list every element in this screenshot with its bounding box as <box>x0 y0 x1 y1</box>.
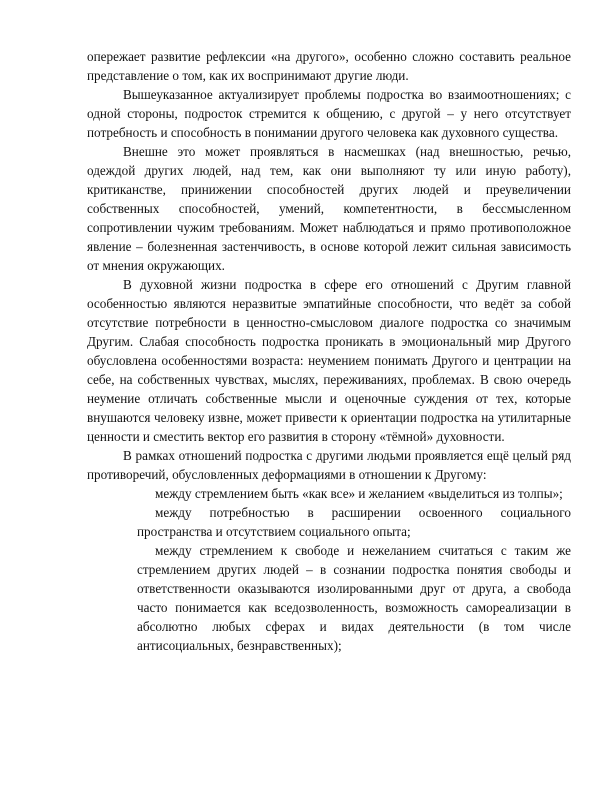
list-item-text: между стремлением быть «как все» и желанием «выделиться из толпы»; <box>155 486 563 501</box>
list-item-text: между стремлением к свободе и нежеланием считаться с таким же стремлением других людей – в сознании подростка понятия свободы и ответственности оказываются изолированными друг от друга, а свобода часто понимается как вседозволенность, возможность самореализации в абсолютно любых сферах и видах деятельности (в том числе антисоциальных, безнравственных); <box>137 543 571 653</box>
paragraph: опережает развитие рефлексии «на другого», особенно сложно составить реальное представление о том, как их воспринимают другие люди. <box>87 49 571 83</box>
paragraph: В духовной жизни подростка в сфере его отношений с Другим главной особенностью являются неразвитые эмпатийные способности, что ведёт за собой отсутствие потребности в ценностно-смысловом диалоге подростка со значимым Другим. Слабая способность подростка проникать в эмоциональный мир Другого обусловлена особенностями возраста: неумением понимать Другого и центрации на себе, на собственных чувствах, мыслях, переживаниях, проблемах. В свою очередь неумение отличать собственные мысли и оценочные суждения от тех, которые внушаются человеку извне, может привести к ориентации подростка на утилитарные ценности и сместить вектор его развития в сторону «тёмной» духовности. <box>87 277 571 444</box>
list-item <box>87 503 571 541</box>
paragraph: В рамках отношений подростка с другими людьми проявляется ещё целый ряд противоречий, обусловленных деформациями в отношении к Другому: <box>87 448 571 482</box>
paragraph: Внешне это может проявляться в насмешках (над внешностью, речью, одеждой других людей, над тем, как они выполняют ту или иную работу), критиканстве, принижении способностей других людей и преувеличении собственных способностей, умений, компетентности, в бессмысленном сопротивлении чужим требованиям. Может наблюдаться и прямо противоположное явление – болезненная застенчивость, в основе которой лежит сильная зависимость от мнения окружающих. <box>87 144 571 273</box>
paragraph: Вышеуказанное актуализирует проблемы подростка во взаимоотношениях; с одной стороны, подросток стремится к общению, с другой – у него отсутствует потребность и способность в понимании другого человека как духовного существа. <box>87 87 571 140</box>
list-item <box>87 484 571 503</box>
list-item-text: между потребностью в расширении освоенного социального пространства и отсутствием социального опыта; <box>137 505 571 539</box>
list-item <box>87 541 571 655</box>
